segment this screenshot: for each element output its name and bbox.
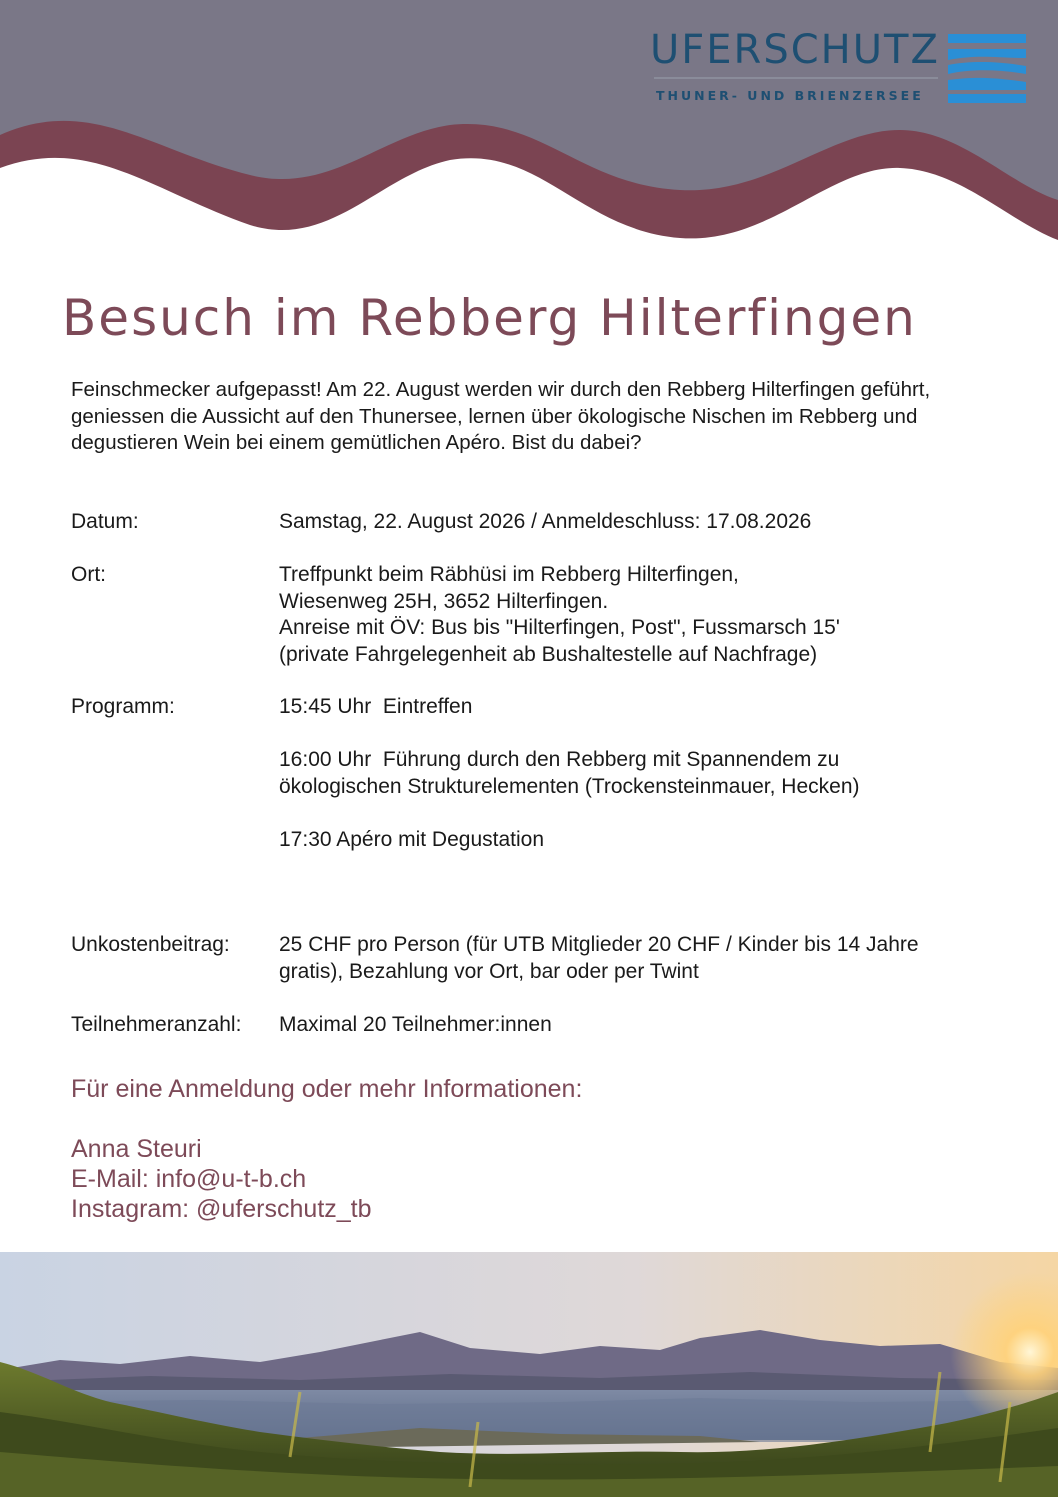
logo-divider	[654, 77, 938, 79]
kosten-value: 25 CHF pro Person (für UTB Mitglieder 20 CHF / Kinder bis 14 Jahre gratis), Bezahlung vor Ort, bar oder per Twint	[279, 933, 919, 983]
datum-value: Samstag, 22. August 2026 / Anmeldeschluss: 17.08.2026	[279, 510, 812, 533]
kosten-label: Unkostenbeitrag:	[71, 933, 230, 956]
vineyard-lake-panorama-image	[0, 1252, 1058, 1497]
programm-item: 16:00 Uhr Führung durch den Rebberg mit Spannendem zu ökologischen Strukturelementen (Trockensteinmauer, Hecken)	[279, 748, 860, 798]
ort-line: Treffpunkt beim Räbhüsi im Rebberg Hilterfingen,	[279, 563, 739, 586]
page-title: Besuch im Rebberg Hilterfingen	[62, 289, 917, 347]
logo-subtitle: THUNER- UND BRIENZERSEE	[656, 88, 924, 103]
logo-waves-icon	[948, 32, 1028, 104]
ort-line: (private Fahrgelegenheit ab Bushaltestelle auf Nachfrage)	[279, 642, 818, 666]
programm-label: Programm:	[71, 695, 175, 718]
teilnehmer-label: Teilnehmeranzahl:	[71, 1013, 242, 1036]
logo-wordmark: UFERSCHUTZ	[650, 27, 940, 73]
contact-instagram[interactable]: Instagram: @uferschutz_tb	[71, 1195, 372, 1223]
contact-name: Anna Steuri	[71, 1135, 202, 1163]
teilnehmer-value: Maximal 20 Teilnehmer:innen	[279, 1013, 552, 1036]
contact-heading: Für eine Anmeldung oder mehr Informationen:	[71, 1075, 583, 1103]
ort-label: Ort:	[71, 563, 106, 586]
intro-paragraph: Feinschmecker aufgepasst! Am 22. August werden wir durch den Rebberg Hilterfingen geführt, geniessen die Aussicht auf den Thunersee, lernen über ökologische Nischen im Rebberg und degustieren Wein bei einem gemütlichen Apéro. Bist du dabei?	[71, 378, 931, 454]
programm-item: 15:45 Uhr Eintreffen	[279, 695, 473, 718]
uferschutz-logo	[650, 28, 1030, 108]
ort-value	[279, 562, 999, 668]
programm-item: 17:30 Apéro mit Degustation	[279, 827, 545, 851]
contact-email[interactable]: E-Mail: info@u-t-b.ch	[71, 1165, 307, 1193]
datum-label: Datum:	[71, 510, 139, 533]
ort-line: Anreise mit ÖV: Bus bis "Hilterfingen, Post", Fussmarsch 15'	[279, 616, 840, 639]
ort-line: Wiesenweg 25H, 3652 Hilterfingen.	[279, 589, 609, 613]
programm-value	[279, 694, 959, 853]
